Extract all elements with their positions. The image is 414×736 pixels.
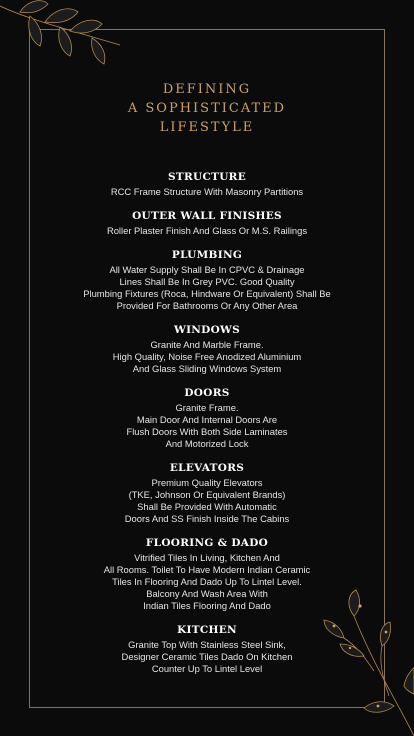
- heading-line: LIFESTYLE: [159, 120, 255, 135]
- section-line: Lines Shall Be In Grey PVC. Good Quality: [119, 276, 295, 287]
- section-title: KITCHEN: [177, 624, 237, 636]
- section-doors: [40, 386, 374, 450]
- section-line: All Water Supply Shall Be In CPVC & Drainage: [109, 264, 305, 275]
- heading-line: DEFINING: [162, 82, 252, 97]
- section-line: Shall Be Provided With Automatic: [137, 501, 277, 512]
- section-line: Vitrified Tiles In Living, Kitchen And: [134, 552, 280, 563]
- section-plumbing: [40, 248, 374, 312]
- section-line: Granite And Marble Frame.: [150, 339, 264, 350]
- section-title: FLOORING & DADO: [145, 537, 269, 549]
- section-title: PLUMBING: [171, 249, 243, 261]
- heading-line: A SOPHISTICATED: [127, 101, 287, 116]
- section-elevators: [40, 461, 374, 525]
- section-structure: [40, 170, 374, 198]
- section-line: Doors And SS Finish Inside The Cabins: [124, 513, 290, 524]
- section-line: Roller Plaster Finish And Glass Or M.S. Railings: [106, 225, 308, 236]
- page-heading: [0, 80, 414, 137]
- leaf-branch-top-decoration: [0, 0, 140, 70]
- section-line: Balcony And Wash Area With: [146, 588, 268, 599]
- section-line: Provided For Bathrooms Or Any Other Area: [116, 300, 298, 311]
- section-title: WINDOWS: [173, 324, 241, 336]
- section-line: All Rooms. Toilet To Have Modern Indian Ceramic: [103, 564, 311, 575]
- section-title: ELEVATORS: [169, 462, 245, 474]
- section-line: Designer Ceramic Tiles Dado On Kitchen: [121, 651, 293, 662]
- section-line: (TKE, Johnson Or Equivalent Brands): [128, 489, 286, 500]
- section-line: Flush Doors With Both Side Laminates: [126, 426, 288, 437]
- section-title: OUTER WALL FINISHES: [132, 210, 282, 222]
- section-line: Main Door And Internal Doors Are: [136, 414, 278, 425]
- section-line: Tiles In Flooring And Dado Up To Lintel Level.: [112, 576, 302, 587]
- section-line: Granite Top With Stainless Steel Sink,: [128, 639, 286, 650]
- section-title: STRUCTURE: [167, 171, 247, 183]
- section-line: Counter Up To Lintel Level: [151, 663, 263, 674]
- section-line: Granite Frame.: [175, 402, 239, 413]
- section-line: Premium Quality Elevators: [151, 477, 263, 488]
- section-line: And Motorized Lock: [165, 438, 249, 449]
- section-line: Plumbing Fixtures (Roca, Hindware Or Equivalent) Shall Be: [83, 288, 331, 299]
- section-line: And Glass Sliding Windows System: [132, 363, 282, 374]
- section-line: Indian Tiles Flooring And Dado: [143, 600, 271, 611]
- section-line: High Quality, Noise Free Anodized Aluminium: [112, 351, 302, 362]
- leaf-branch-bottom-decoration: [294, 576, 414, 736]
- section-outer-wall-finishes: [40, 209, 374, 237]
- section-title: DOORS: [184, 387, 230, 399]
- section-line: RCC Frame Structure With Masonry Partitions: [110, 186, 304, 197]
- section-windows: [40, 323, 374, 375]
